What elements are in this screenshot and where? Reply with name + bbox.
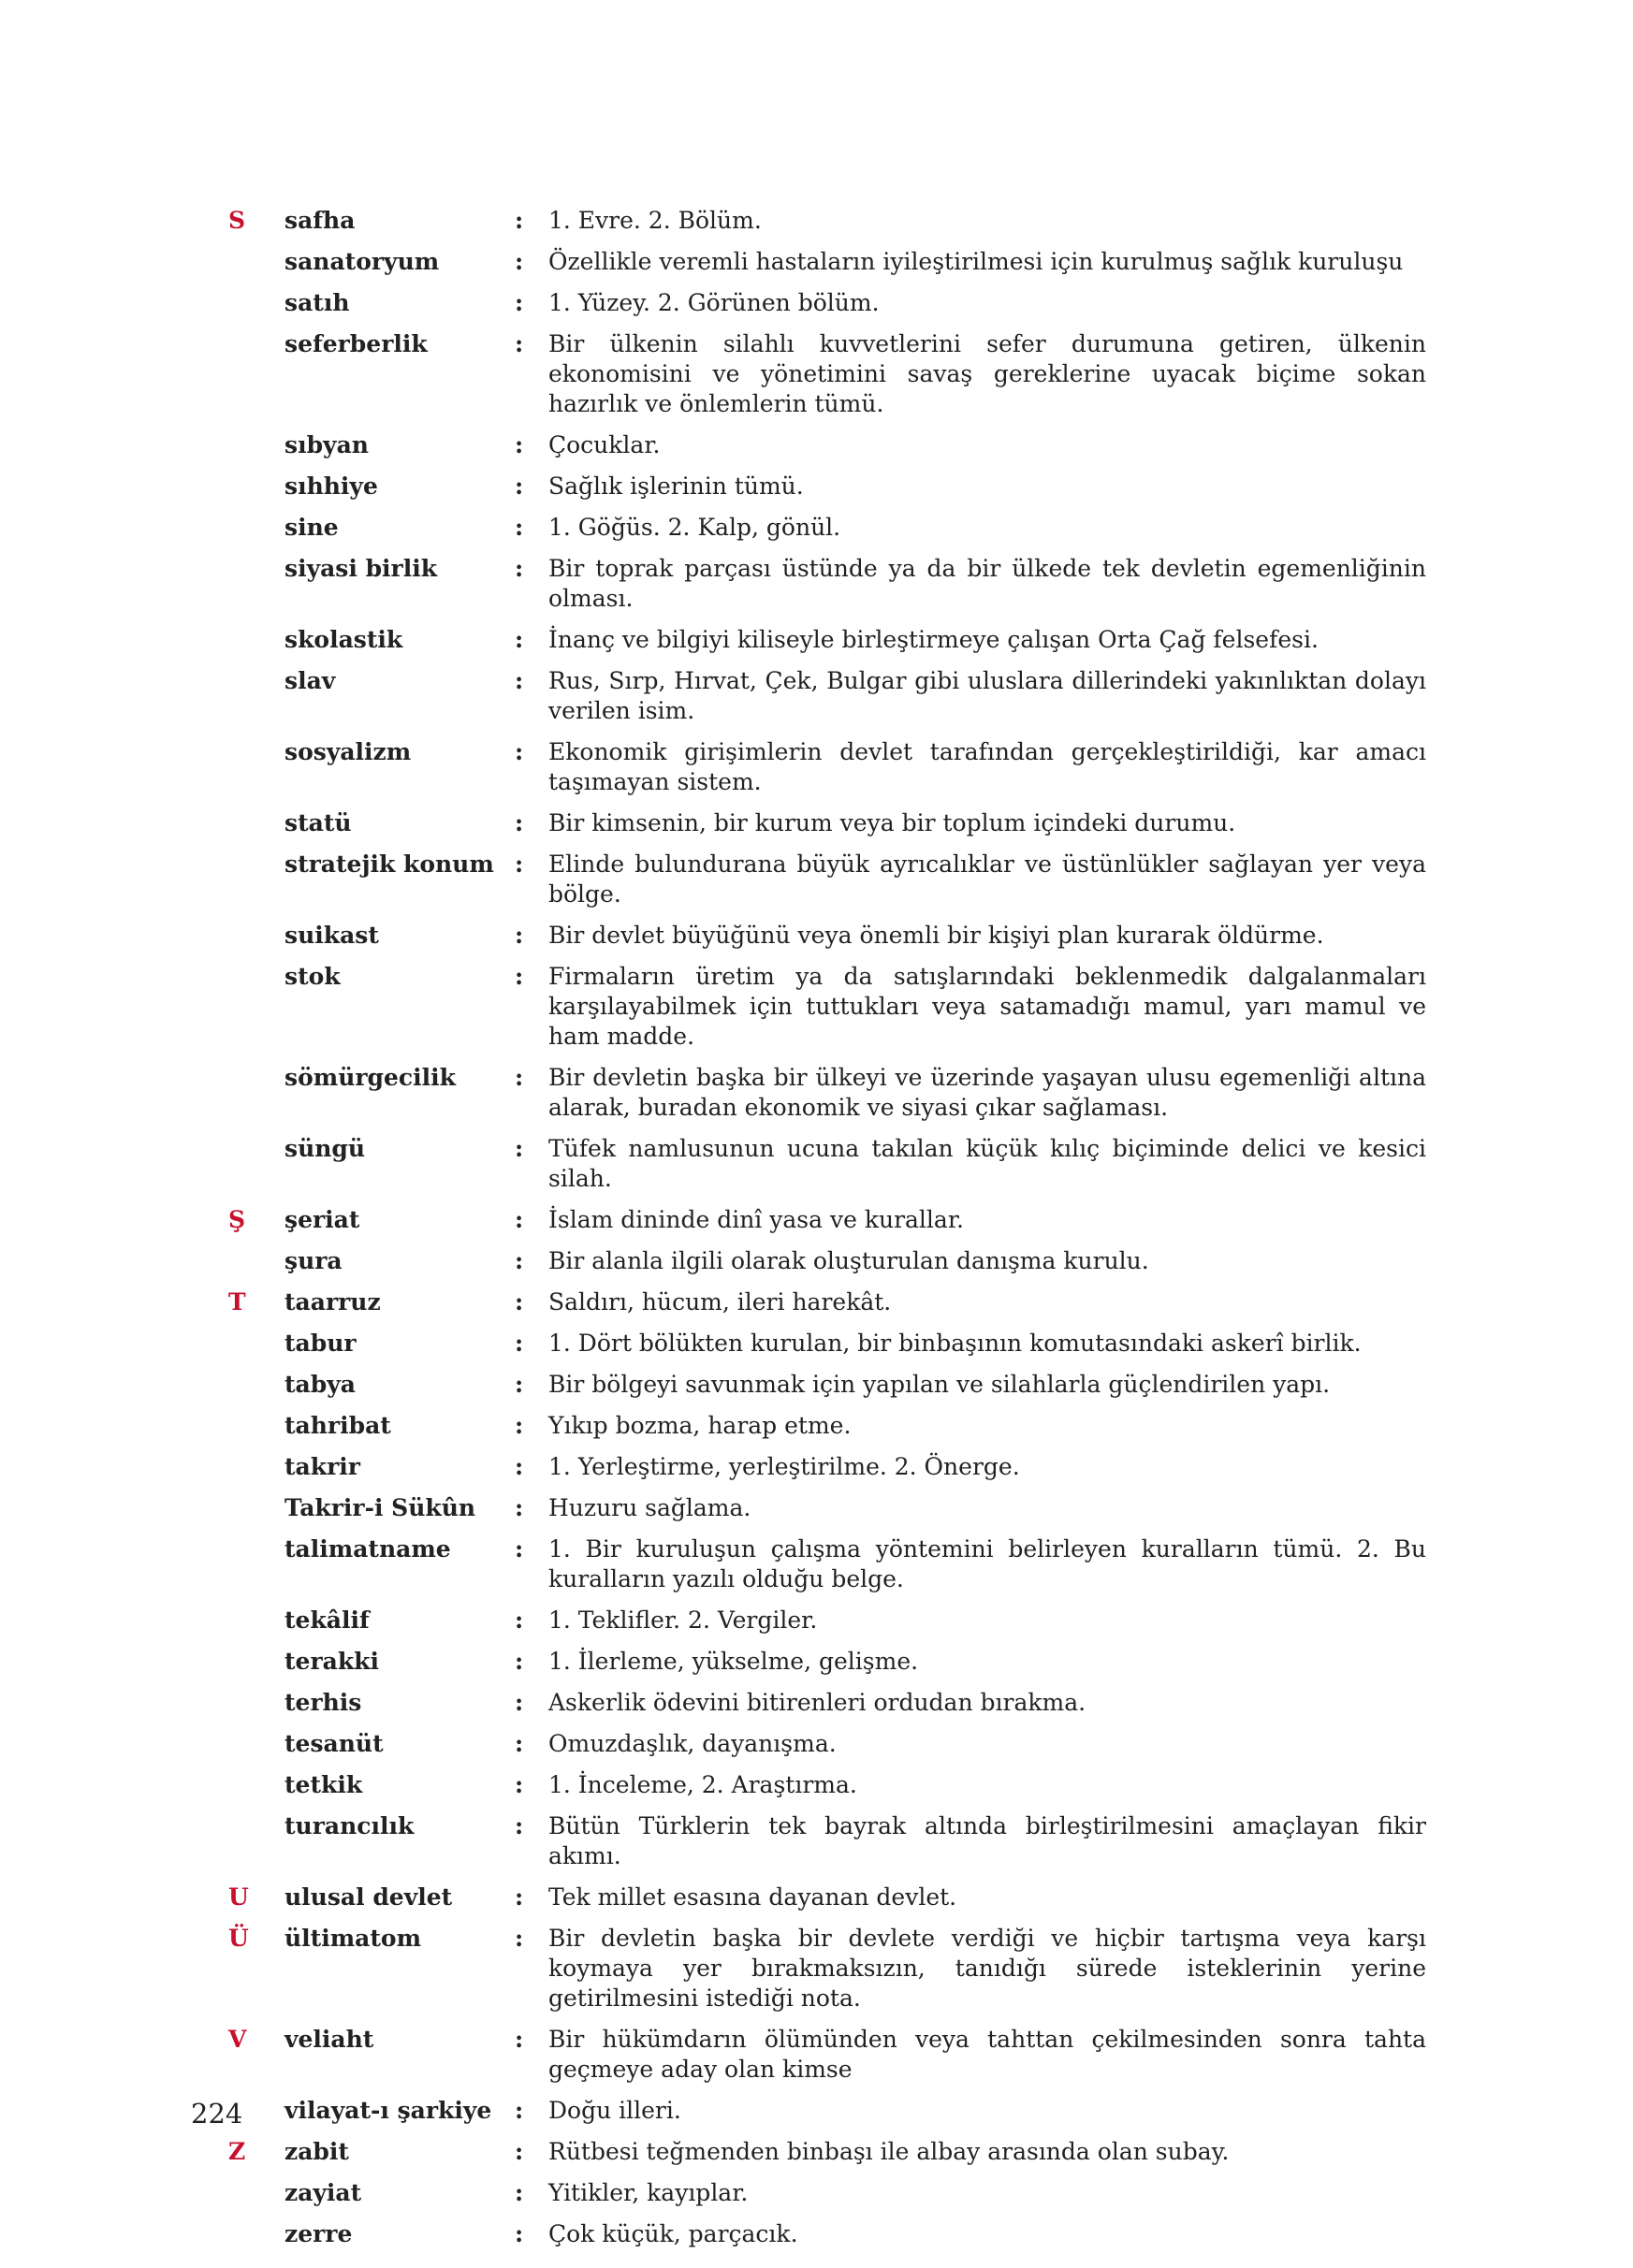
- section-letter: T: [228, 1288, 246, 1316]
- glossary-definition: Bir kimsenin, bir kurum veya bir toplum içindeki durumu.: [548, 809, 1236, 836]
- term-separator: :: [515, 1288, 524, 1316]
- term-separator: :: [515, 1730, 524, 1757]
- glossary-definition: Bütün Türklerin tek bayrak altında birleştirilmesini amaçlayan fikir akımı.: [548, 1812, 1426, 1869]
- term-separator: :: [515, 850, 524, 878]
- term-separator: :: [515, 1206, 524, 1233]
- glossary-term: zerre: [284, 2220, 353, 2247]
- glossary-definition: Çok küçük, parçacık.: [548, 2220, 798, 2247]
- glossary-term: turancılık: [284, 1812, 415, 1839]
- glossary-term: slav: [284, 667, 336, 694]
- term-separator: :: [515, 207, 524, 234]
- glossary-term: skolastik: [284, 626, 403, 653]
- term-separator: :: [515, 2026, 524, 2053]
- glossary-entry: [191, 2178, 1426, 2208]
- glossary-entry: [191, 288, 1426, 318]
- glossary-definition: Omuzdaşlık, dayanışma.: [548, 1730, 837, 1757]
- glossary-definition: 1. İnceleme, 2. Araştırma.: [548, 1771, 857, 1798]
- glossary-entry: [191, 2137, 1426, 2167]
- glossary-definition: Rütbesi teğmenden binbaşı ile albay arasında olan subay.: [548, 2138, 1230, 2165]
- glossary-entry: [191, 472, 1426, 502]
- glossary-entry: [191, 808, 1426, 838]
- term-separator: :: [515, 963, 524, 990]
- glossary-list: [191, 206, 1426, 2261]
- glossary-term: süngü: [284, 1135, 366, 1162]
- glossary-entry: [191, 737, 1426, 797]
- term-separator: :: [515, 431, 524, 458]
- term-separator: :: [515, 248, 524, 275]
- term-separator: :: [515, 514, 524, 541]
- glossary-definition: Tek millet esasına dayanan devlet.: [548, 1883, 957, 1911]
- glossary-term: tetkik: [284, 1771, 363, 1798]
- glossary-term: sıbyan: [284, 431, 369, 458]
- term-separator: :: [515, 1247, 524, 1274]
- glossary-entry: [191, 666, 1426, 726]
- glossary-entry: [191, 850, 1426, 909]
- glossary-term: sine: [284, 514, 339, 541]
- glossary-term: veliaht: [284, 2026, 374, 2053]
- term-separator: :: [515, 1135, 524, 1162]
- glossary-definition: Özellikle veremli hastaların iyileştirilmesi için kurulmuş sağlık kuruluşu: [548, 248, 1404, 275]
- glossary-term: tesanüt: [284, 1730, 384, 1757]
- glossary-term: stok: [284, 963, 341, 990]
- glossary-definition: Bir devletin başka bir devlete verdiği ve hiçbir tartışma veya karşı koymaya yer bırakmaksızın, tanıdığı sürede isteklerinin yerine getirilmesini istediği nota.: [548, 1925, 1426, 2012]
- glossary-term: satıh: [284, 289, 350, 316]
- glossary-definition: Yitikler, kayıplar.: [548, 2179, 749, 2206]
- term-separator: :: [515, 2179, 524, 2206]
- glossary-definition: Elinde bulundurana büyük ayrıcalıklar ve üstünlükler sağlayan yer veya bölge.: [548, 850, 1426, 908]
- glossary-entry: [191, 329, 1426, 419]
- glossary-term: takrir: [284, 1453, 360, 1480]
- glossary-entry: [191, 1063, 1426, 1123]
- glossary-term: şeriat: [284, 1206, 360, 1233]
- term-separator: :: [515, 1606, 524, 1634]
- glossary-definition: Bir devletin başka bir ülkeyi ve üzerinde yaşayan ulusu egemenliği altına alarak, buradan ekonomik ve siyasi çıkar sağlaması.: [548, 1064, 1426, 1121]
- term-separator: :: [515, 1064, 524, 1091]
- glossary-entry: [191, 1329, 1426, 1359]
- term-separator: :: [515, 1494, 524, 1521]
- glossary-definition: Bir toprak parçası üstünde ya da bir ülkede tek devletin egemenliğinin olması.: [548, 555, 1426, 612]
- section-letter: S: [228, 207, 246, 234]
- glossary-entry: [191, 1729, 1426, 1759]
- term-separator: :: [515, 1371, 524, 1398]
- glossary-term: sömürgecilik: [284, 1064, 456, 1091]
- glossary-definition: Bir devlet büyüğünü veya önemli bir kişiyi plan kurarak öldürme.: [548, 922, 1324, 949]
- glossary-entry: [191, 513, 1426, 543]
- glossary-entry: [191, 2096, 1426, 2126]
- glossary-term: taarruz: [284, 1288, 381, 1316]
- term-separator: :: [515, 1689, 524, 1716]
- glossary-definition: Bir hükümdarın ölümünden veya tahttan çekilmesinden sonra tahta geçmeye aday olan kimse: [548, 2026, 1426, 2083]
- term-separator: :: [515, 330, 524, 357]
- glossary-entry: [191, 1647, 1426, 1677]
- term-separator: :: [515, 1925, 524, 1952]
- glossary-term: tabur: [284, 1330, 357, 1357]
- glossary-term: sıhhiye: [284, 472, 378, 500]
- glossary-entry: [191, 1811, 1426, 1871]
- glossary-entry: [191, 1924, 1426, 2014]
- glossary-term: zayiat: [284, 2179, 362, 2206]
- glossary-definition: Yıkıp bozma, harap etme.: [548, 1412, 852, 1439]
- glossary-entry: [191, 1287, 1426, 1317]
- term-separator: :: [515, 809, 524, 836]
- glossary-entry: [191, 962, 1426, 1052]
- glossary-entry: [191, 1134, 1426, 1194]
- glossary-definition: Huzuru sağlama.: [548, 1494, 751, 1521]
- glossary-definition: Firmaların üretim ya da satışlarındaki beklenmedik dalgalanmaları karşılayabilmek için tuttukları veya satamadığı mamul, yarı mamul ve ham madde.: [548, 963, 1426, 1050]
- glossary-term: vilayat-ı şarkiye: [284, 2097, 492, 2124]
- glossary-definition: 1. Göğüs. 2. Kalp, gönül.: [548, 514, 841, 541]
- glossary-term: ulusal devlet: [284, 1883, 453, 1911]
- glossary-definition: Saldırı, hücum, ileri harekât.: [548, 1288, 892, 1316]
- glossary-definition: Sağlık işlerinin tümü.: [548, 472, 804, 500]
- glossary-definition: 1. Teklifler. 2. Vergiler.: [548, 1606, 818, 1634]
- glossary-entry: [191, 206, 1426, 236]
- glossary-definition: Rus, Sırp, Hırvat, Çek, Bulgar gibi uluslara dillerindeki yakınlıktan dolayı verilen isim.: [548, 667, 1426, 724]
- glossary-definition: 1. Yüzey. 2. Görünen bölüm.: [548, 289, 880, 316]
- glossary-definition: 1. Yerleştirme, yerleştirilme. 2. Önerge.: [548, 1453, 1020, 1480]
- section-letter: U: [228, 1883, 249, 1911]
- term-separator: :: [515, 922, 524, 949]
- term-separator: :: [515, 1883, 524, 1911]
- glossary-entry: [191, 247, 1426, 277]
- glossary-definition: 1. İlerleme, yükselme, gelişme.: [548, 1648, 919, 1675]
- term-separator: :: [515, 555, 524, 582]
- glossary-entry: [191, 1534, 1426, 1594]
- term-separator: :: [515, 1535, 524, 1563]
- term-separator: :: [515, 2138, 524, 2165]
- glossary-definition: Tüfek namlusunun ucuna takılan küçük kılıç biçiminde delici ve kesici silah.: [548, 1135, 1426, 1192]
- term-separator: :: [515, 2220, 524, 2247]
- term-separator: :: [515, 1812, 524, 1839]
- glossary-entry: [191, 1883, 1426, 1912]
- page-number: 224: [191, 2098, 243, 2130]
- glossary-definition: 1. Bir kuruluşun çalışma yöntemini belirleyen kuralların tümü. 2. Bu kuralların yazılı olduğu belge.: [548, 1535, 1426, 1592]
- glossary-term: suikast: [284, 922, 379, 949]
- term-separator: :: [515, 2097, 524, 2124]
- glossary-entry: [191, 1493, 1426, 1523]
- glossary-entry: [191, 430, 1426, 460]
- glossary-entry: [191, 2219, 1426, 2249]
- glossary-definition: Bir ülkenin silahlı kuvvetlerini sefer durumuna getiren, ülkenin ekonomisini ve yönetimini savaş gereklerine uyacak biçime sokan hazırlık ve önlemlerin tümü.: [548, 330, 1426, 417]
- glossary-entry: [191, 1688, 1426, 1718]
- glossary-definition: 1. Dört bölükten kurulan, bir binbaşının komutasındaki askerî birlik.: [548, 1330, 1362, 1357]
- glossary-entry: [191, 921, 1426, 951]
- glossary-definition: Ekonomik girişimlerin devlet tarafından gerçekleştirildiği, kar amacı taşımayan sistem.: [548, 738, 1426, 795]
- glossary-definition: 1. Evre. 2. Bölüm.: [548, 207, 762, 234]
- glossary-term: stratejik konum: [284, 850, 494, 878]
- term-separator: :: [515, 1330, 524, 1357]
- glossary-term: talimatname: [284, 1535, 451, 1563]
- section-letter: Ü: [228, 1925, 249, 1952]
- glossary-entry: [191, 1370, 1426, 1400]
- term-separator: :: [515, 667, 524, 694]
- glossary-term: safha: [284, 207, 356, 234]
- term-separator: :: [515, 289, 524, 316]
- glossary-term: tekâlif: [284, 1606, 370, 1634]
- glossary-entry: [191, 1205, 1426, 1235]
- glossary-definition: İslam dininde dinî yasa ve kurallar.: [548, 1206, 964, 1233]
- glossary-definition: Bir bölgeyi savunmak için yapılan ve silahlarla güçlendirilen yapı.: [548, 1371, 1331, 1398]
- glossary-definition: Bir alanla ilgili olarak oluşturulan danışma kurulu.: [548, 1247, 1149, 1274]
- glossary-term: tahribat: [284, 1412, 391, 1439]
- glossary-term: terakki: [284, 1648, 379, 1675]
- glossary-entry: [191, 1411, 1426, 1441]
- term-separator: :: [515, 1412, 524, 1439]
- term-separator: :: [515, 1771, 524, 1798]
- glossary-entry: [191, 554, 1426, 614]
- glossary-entry: [191, 625, 1426, 655]
- glossary-term: statü: [284, 809, 352, 836]
- glossary-definition: Çocuklar.: [548, 431, 661, 458]
- glossary-definition: İnanç ve bilgiyi kiliseyle birleştirmeye çalışan Orta Çağ felsefesi.: [548, 626, 1319, 653]
- section-letter: V: [228, 2026, 247, 2053]
- glossary-entry: [191, 2025, 1426, 2085]
- glossary-entry: [191, 1246, 1426, 1276]
- glossary-entry: [191, 1770, 1426, 1800]
- glossary-term: seferberlik: [284, 330, 428, 357]
- glossary-term: siyasi birlik: [284, 555, 438, 582]
- term-separator: :: [515, 1648, 524, 1675]
- glossary-term: tabya: [284, 1371, 356, 1398]
- glossary-term: sanatoryum: [284, 248, 440, 275]
- glossary-term: sosyalizm: [284, 738, 412, 765]
- term-separator: :: [515, 738, 524, 765]
- term-separator: :: [515, 626, 524, 653]
- glossary-term: Takrir-i Sükûn: [284, 1494, 476, 1521]
- glossary-definition: Doğu illeri.: [548, 2097, 681, 2124]
- term-separator: :: [515, 1453, 524, 1480]
- section-letter: Ş: [228, 1206, 246, 1233]
- glossary-term: ültimatom: [284, 1925, 422, 1952]
- section-letter: Z: [228, 2138, 246, 2165]
- glossary-entry: [191, 1606, 1426, 1636]
- term-separator: :: [515, 472, 524, 500]
- glossary-term: zabit: [284, 2138, 349, 2165]
- glossary-term: şura: [284, 1247, 343, 1274]
- glossary-entry: [191, 1452, 1426, 1482]
- glossary-definition: Askerlik ödevini bitirenleri ordudan bırakma.: [548, 1689, 1086, 1716]
- glossary-term: terhis: [284, 1689, 362, 1716]
